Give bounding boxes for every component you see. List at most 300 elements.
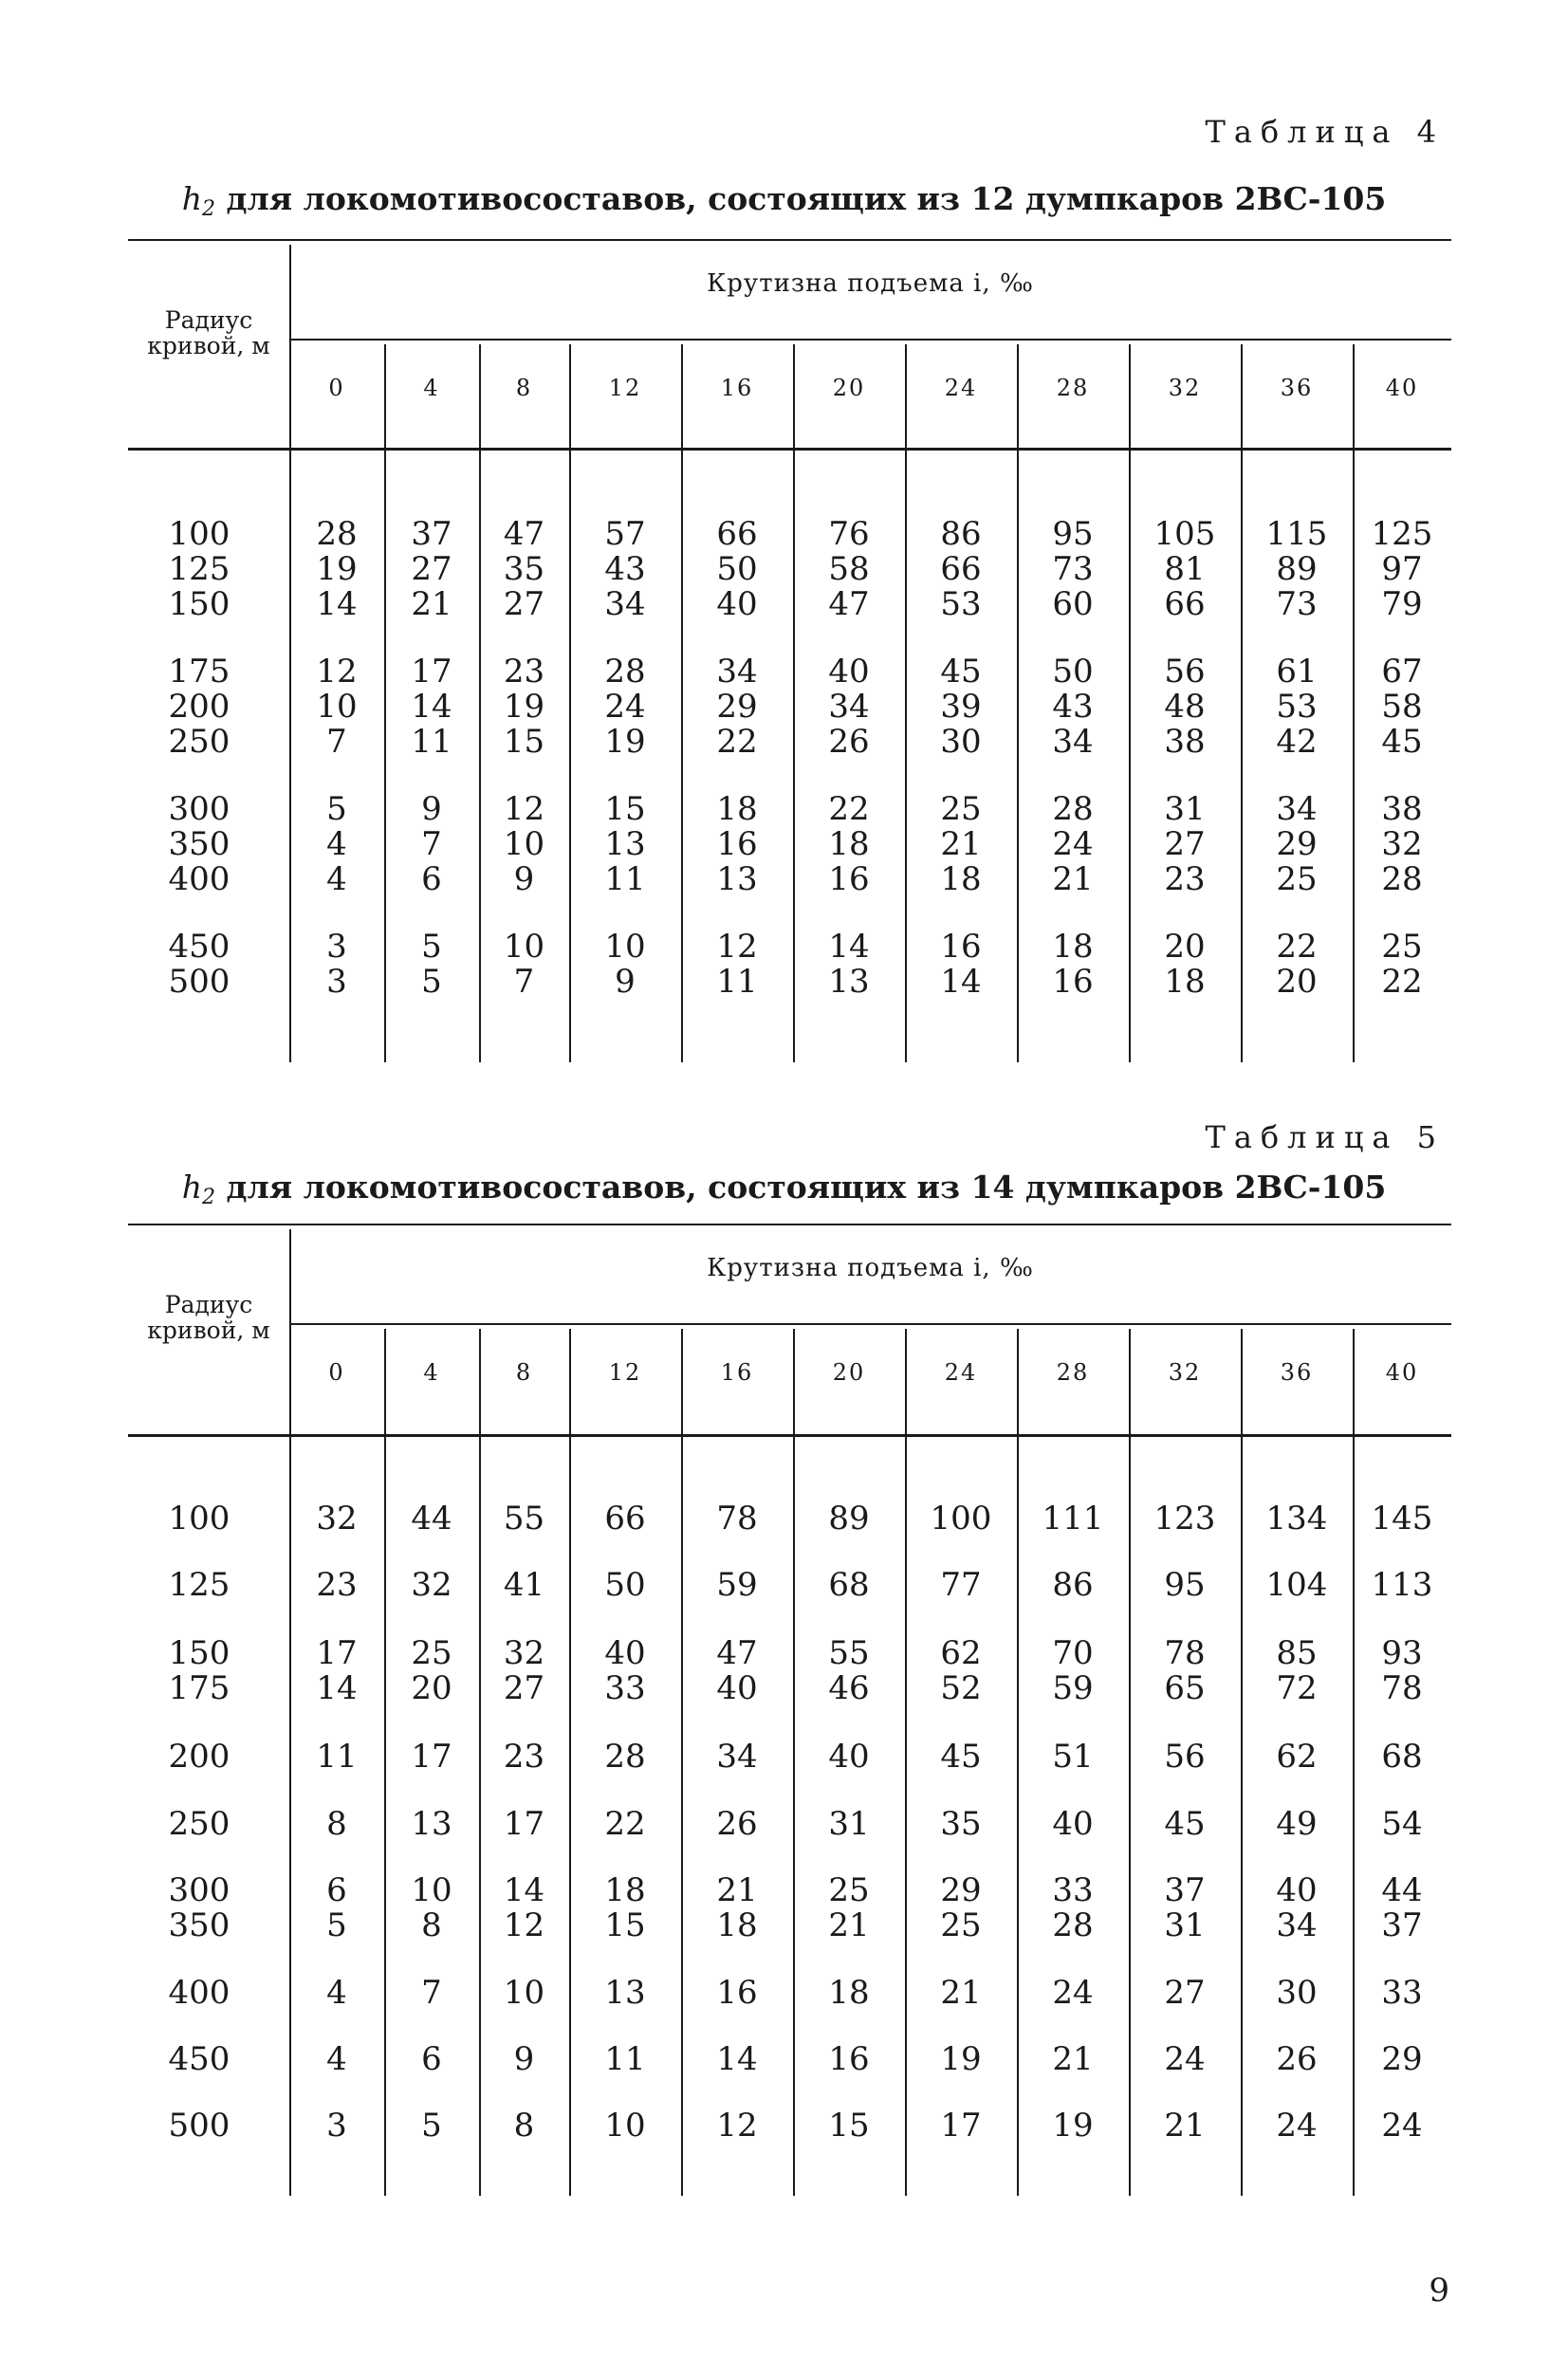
table-cell: 40 <box>828 653 870 691</box>
table-cell: 43 <box>1052 688 1094 726</box>
table-cell: 27 <box>1164 1974 1206 2012</box>
table-cell: 51 <box>1052 1738 1094 1776</box>
grade-header-rule <box>289 1323 1451 1325</box>
grade-column-head: 0 <box>328 375 345 401</box>
caption-symbol: h <box>181 180 202 217</box>
table-cell: 104 <box>1265 1566 1328 1604</box>
table-cell: 9 <box>615 963 636 1001</box>
table-cell: 73 <box>1052 550 1094 588</box>
table-cell: 25 <box>828 1871 870 1909</box>
table-cell: 14 <box>411 688 452 726</box>
table-cell: 35 <box>940 1805 982 1843</box>
table-4-number: Таблица 4 <box>1205 114 1445 150</box>
table-cell: 37 <box>1381 1906 1423 1944</box>
grade-header: Крутизна подъема i, ‰ <box>707 1254 1034 1282</box>
table-cell: 86 <box>940 515 982 553</box>
table-cell: 25 <box>1276 860 1318 898</box>
table-cell: 105 <box>1153 515 1216 553</box>
table-cell: 16 <box>716 825 758 863</box>
table-cell: 16 <box>828 2040 870 2078</box>
table-cell: 45 <box>940 653 982 691</box>
table-cell: 68 <box>1381 1738 1423 1776</box>
table-cell: 11 <box>411 723 452 761</box>
table-cell: 21 <box>716 1871 758 1909</box>
table-cell: 34 <box>828 688 870 726</box>
table-cell: 57 <box>604 515 646 553</box>
table-cell: 27 <box>503 1669 545 1707</box>
table-cell: 27 <box>411 550 452 588</box>
table-cell: 19 <box>940 2040 982 2078</box>
table-cell: 11 <box>604 2040 646 2078</box>
table-cell: 18 <box>1052 928 1094 966</box>
radius-value: 450 <box>168 2040 231 2078</box>
table-cell: 33 <box>604 1669 646 1707</box>
table-cell: 29 <box>1381 2040 1423 2078</box>
radius-header: Радиус кривой, м <box>147 306 270 359</box>
table-cell: 34 <box>1052 723 1094 761</box>
table-cell: 134 <box>1265 1500 1328 1538</box>
table-cell: 30 <box>940 723 982 761</box>
grade-column-head: 16 <box>720 375 754 401</box>
table-cell: 21 <box>1164 2107 1206 2145</box>
table-cell: 55 <box>503 1500 545 1538</box>
table-cell: 25 <box>940 1906 982 1944</box>
table-cell: 9 <box>513 860 535 898</box>
table-cell: 34 <box>1276 790 1318 828</box>
table-cell: 44 <box>1381 1871 1423 1909</box>
table-cell: 16 <box>828 860 870 898</box>
table-cell: 3 <box>326 928 347 966</box>
table-cell: 89 <box>1276 550 1318 588</box>
table-cell: 61 <box>1276 653 1318 691</box>
table-cell: 7 <box>421 1974 442 2012</box>
table-cell: 32 <box>411 1566 452 1604</box>
table-cell: 78 <box>716 1500 758 1538</box>
table-cell: 23 <box>503 1738 545 1776</box>
table-cell: 18 <box>828 825 870 863</box>
table-cell: 21 <box>1052 860 1094 898</box>
table-cell: 4 <box>326 825 347 863</box>
table-cell: 47 <box>828 585 870 623</box>
table-cell: 14 <box>316 1669 358 1707</box>
table-cell: 33 <box>1052 1871 1094 1909</box>
table-cell: 62 <box>940 1634 982 1672</box>
table-cell: 48 <box>1164 688 1206 726</box>
header-bottom-rule <box>128 1434 1451 1437</box>
caption-text: для локомотивосоставов, состоящих из 12 думпкаров 2ВС-105 <box>226 180 1387 217</box>
header-bottom-rule <box>128 448 1451 451</box>
table-cell: 21 <box>411 585 452 623</box>
table-cell: 19 <box>316 550 358 588</box>
table-cell: 35 <box>503 550 545 588</box>
table-cell: 86 <box>1052 1566 1094 1604</box>
table-cell: 26 <box>716 1805 758 1843</box>
table-cell: 32 <box>1381 825 1423 863</box>
table-cell: 58 <box>1381 688 1423 726</box>
table-cell: 26 <box>828 723 870 761</box>
table-cell: 54 <box>1381 1805 1423 1843</box>
table-cell: 29 <box>940 1871 982 1909</box>
grade-column-head: 32 <box>1168 375 1202 401</box>
table-cell: 111 <box>1042 1500 1104 1538</box>
table-cell: 24 <box>1052 825 1094 863</box>
table-cell: 16 <box>716 1974 758 2012</box>
table-cell: 21 <box>828 1906 870 1944</box>
grade-column-head: 36 <box>1280 1359 1314 1386</box>
table-cell: 32 <box>316 1500 358 1538</box>
table-cell: 43 <box>604 550 646 588</box>
table-cell: 14 <box>503 1871 545 1909</box>
table-cell: 31 <box>1164 790 1206 828</box>
table-cell: 15 <box>604 1906 646 1944</box>
table-cell: 24 <box>1052 1974 1094 2012</box>
table-cell: 18 <box>716 790 758 828</box>
table-5-number: Таблица 5 <box>1205 1119 1445 1155</box>
table-cell: 28 <box>604 1738 646 1776</box>
table-cell: 28 <box>604 653 646 691</box>
caption-subscript: 2 <box>201 197 215 221</box>
table-cell: 34 <box>604 585 646 623</box>
table-cell: 113 <box>1371 1566 1433 1604</box>
table-cell: 23 <box>316 1566 358 1604</box>
radius-value: 175 <box>168 653 231 691</box>
table-cell: 4 <box>326 860 347 898</box>
table-cell: 3 <box>326 963 347 1001</box>
table-cell: 22 <box>604 1805 646 1843</box>
table-cell: 25 <box>411 1634 452 1672</box>
caption-text: для локомотивосоставов, состоящих из 14 думпкаров 2ВС-105 <box>226 1169 1387 1206</box>
table-cell: 115 <box>1265 515 1328 553</box>
table-cell: 70 <box>1052 1634 1094 1672</box>
table-cell: 14 <box>316 585 358 623</box>
table-cell: 47 <box>503 515 545 553</box>
table-cell: 33 <box>1381 1974 1423 2012</box>
table-cell: 10 <box>316 688 358 726</box>
table-cell: 45 <box>1381 723 1423 761</box>
table-cell: 40 <box>716 585 758 623</box>
table-cell: 28 <box>316 515 358 553</box>
grade-column-head: 40 <box>1385 1359 1419 1386</box>
table-cell: 41 <box>503 1566 545 1604</box>
radius-value: 150 <box>168 1634 231 1672</box>
table-cell: 85 <box>1276 1634 1318 1672</box>
table-cell: 73 <box>1276 585 1318 623</box>
table-cell: 24 <box>1381 2107 1423 2145</box>
table-cell: 17 <box>316 1634 358 1672</box>
table-cell: 95 <box>1164 1566 1206 1604</box>
table-cell: 40 <box>716 1669 758 1707</box>
table-cell: 25 <box>940 790 982 828</box>
radius-value: 350 <box>168 825 231 863</box>
table-cell: 16 <box>1052 963 1094 1001</box>
table-cell: 31 <box>1164 1906 1206 1944</box>
table-cell: 37 <box>1164 1871 1206 1909</box>
table-cell: 5 <box>421 928 442 966</box>
table-cell: 17 <box>411 1738 452 1776</box>
table-cell: 65 <box>1164 1669 1206 1707</box>
grade-header: Крутизна подъема i, ‰ <box>707 269 1034 298</box>
table-cell: 10 <box>503 1974 545 2012</box>
table-cell: 100 <box>930 1500 992 1538</box>
grade-column-head: 0 <box>328 1359 345 1386</box>
table-cell: 28 <box>1052 790 1094 828</box>
grade-column-head: 24 <box>944 375 978 401</box>
table-cell: 32 <box>503 1634 545 1672</box>
top-rule <box>128 239 1451 241</box>
caption-symbol: h <box>181 1169 202 1206</box>
radius-value: 100 <box>168 1500 231 1538</box>
table-cell: 125 <box>1371 515 1433 553</box>
table-cell: 14 <box>716 2040 758 2078</box>
table-cell: 8 <box>513 2107 535 2145</box>
table-cell: 12 <box>503 1906 545 1944</box>
table-cell: 19 <box>604 723 646 761</box>
table-cell: 18 <box>828 1974 870 2012</box>
table-cell: 20 <box>1276 963 1318 1001</box>
table-cell: 29 <box>1276 825 1318 863</box>
table-cell: 62 <box>1276 1738 1318 1776</box>
table-cell: 38 <box>1164 723 1206 761</box>
table-cell: 50 <box>716 550 758 588</box>
table-cell: 66 <box>940 550 982 588</box>
table-cell: 8 <box>326 1805 347 1843</box>
table-cell: 38 <box>1381 790 1423 828</box>
table-cell: 55 <box>828 1634 870 1672</box>
table-cell: 44 <box>411 1500 452 1538</box>
table-cell: 52 <box>940 1669 982 1707</box>
table-cell: 95 <box>1052 515 1094 553</box>
table-cell: 18 <box>716 1906 758 1944</box>
grade-column-head: 8 <box>515 1359 533 1386</box>
table-cell: 18 <box>940 860 982 898</box>
table-cell: 66 <box>604 1500 646 1538</box>
table-cell: 58 <box>828 550 870 588</box>
radius-value: 300 <box>168 790 231 828</box>
table-cell: 18 <box>604 1871 646 1909</box>
table-cell: 9 <box>513 2040 535 2078</box>
table-cell: 45 <box>940 1738 982 1776</box>
radius-value: 125 <box>168 550 231 588</box>
grade-column-head: 12 <box>608 1359 642 1386</box>
table-cell: 19 <box>503 688 545 726</box>
table-cell: 21 <box>1052 2040 1094 2078</box>
table-cell: 27 <box>1164 825 1206 863</box>
grade-column-head: 4 <box>423 375 440 401</box>
table-cell: 22 <box>1381 963 1423 1001</box>
table-cell: 45 <box>1164 1805 1206 1843</box>
radius-value: 350 <box>168 1906 231 1944</box>
radius-value: 500 <box>168 2107 231 2145</box>
table-cell: 123 <box>1153 1500 1216 1538</box>
table-cell: 5 <box>326 1906 347 1944</box>
table-cell: 28 <box>1052 1906 1094 1944</box>
radius-value: 450 <box>168 928 231 966</box>
radius-value: 150 <box>168 585 231 623</box>
table-cell: 15 <box>604 790 646 828</box>
table-cell: 66 <box>1164 585 1206 623</box>
table-cell: 40 <box>1276 1871 1318 1909</box>
table-cell: 13 <box>604 1974 646 2012</box>
table-cell: 13 <box>828 963 870 1001</box>
table-cell: 28 <box>1381 860 1423 898</box>
grade-column-head: 24 <box>944 1359 978 1386</box>
table-cell: 56 <box>1164 653 1206 691</box>
table-cell: 24 <box>1276 2107 1318 2145</box>
table-cell: 24 <box>604 688 646 726</box>
radius-value: 400 <box>168 1974 231 2012</box>
radius-value: 125 <box>168 1566 231 1604</box>
table-cell: 10 <box>411 1871 452 1909</box>
table-cell: 6 <box>326 1871 347 1909</box>
grade-header-rule <box>289 339 1451 341</box>
table-cell: 17 <box>940 2107 982 2145</box>
table-cell: 4 <box>326 1974 347 2012</box>
table-cell: 6 <box>421 2040 442 2078</box>
table-cell: 16 <box>940 928 982 966</box>
table-cell: 27 <box>503 585 545 623</box>
table-cell: 40 <box>604 1634 646 1672</box>
table-cell: 14 <box>828 928 870 966</box>
table-cell: 78 <box>1164 1634 1206 1672</box>
table-cell: 56 <box>1164 1738 1206 1776</box>
table-cell: 31 <box>828 1805 870 1843</box>
table-cell: 13 <box>411 1805 452 1843</box>
table-cell: 59 <box>716 1566 758 1604</box>
table-cell: 23 <box>1164 860 1206 898</box>
table-cell: 21 <box>940 825 982 863</box>
table-cell: 21 <box>940 1974 982 2012</box>
table-4-caption <box>0 180 1568 221</box>
table-cell: 34 <box>716 653 758 691</box>
table-cell: 34 <box>1276 1906 1318 1944</box>
grade-column-head: 28 <box>1056 375 1090 401</box>
table-5-caption <box>0 1169 1568 1209</box>
table-cell: 12 <box>716 928 758 966</box>
table-cell: 5 <box>421 2107 442 2145</box>
table-cell: 78 <box>1381 1669 1423 1707</box>
grade-column-head: 36 <box>1280 375 1314 401</box>
grade-column-head: 16 <box>720 1359 754 1386</box>
table-cell: 12 <box>503 790 545 828</box>
table-cell: 8 <box>421 1906 442 1944</box>
table-cell: 68 <box>828 1566 870 1604</box>
table-cell: 29 <box>716 688 758 726</box>
grade-column-head: 4 <box>423 1359 440 1386</box>
table-cell: 12 <box>716 2107 758 2145</box>
table-cell: 81 <box>1164 550 1206 588</box>
table-cell: 50 <box>604 1566 646 1604</box>
table-cell: 7 <box>326 723 347 761</box>
grade-column-head: 28 <box>1056 1359 1090 1386</box>
table-cell: 13 <box>716 860 758 898</box>
table-cell: 13 <box>604 825 646 863</box>
table-cell: 10 <box>604 928 646 966</box>
table-cell: 24 <box>1164 2040 1206 2078</box>
table-cell: 53 <box>940 585 982 623</box>
table-cell: 10 <box>503 825 545 863</box>
table-cell: 40 <box>828 1738 870 1776</box>
caption-subscript: 2 <box>201 1186 215 1209</box>
table-cell: 11 <box>316 1738 358 1776</box>
table-cell: 17 <box>503 1805 545 1843</box>
table-cell: 17 <box>411 653 452 691</box>
grade-column-head: 32 <box>1168 1359 1202 1386</box>
table-cell: 26 <box>1276 2040 1318 2078</box>
table-cell: 47 <box>716 1634 758 1672</box>
table-cell: 19 <box>1052 2107 1094 2145</box>
grade-column-head: 20 <box>832 375 866 401</box>
table-cell: 145 <box>1371 1500 1433 1538</box>
page-number: 9 <box>1429 2272 1449 2310</box>
radius-value: 200 <box>168 688 231 726</box>
table-cell: 40 <box>1052 1805 1094 1843</box>
table-cell: 7 <box>421 825 442 863</box>
table-cell: 67 <box>1381 653 1423 691</box>
table-cell: 3 <box>326 2107 347 2145</box>
table-cell: 76 <box>828 515 870 553</box>
table-cell: 60 <box>1052 585 1094 623</box>
radius-value: 175 <box>168 1669 231 1707</box>
table-cell: 7 <box>513 963 535 1001</box>
grade-column-head: 40 <box>1385 375 1419 401</box>
table-cell: 79 <box>1381 585 1423 623</box>
radius-value: 250 <box>168 1805 231 1843</box>
table-cell: 89 <box>828 1500 870 1538</box>
table-cell: 4 <box>326 2040 347 2078</box>
table-cell: 20 <box>411 1669 452 1707</box>
table-cell: 34 <box>716 1738 758 1776</box>
radius-value: 250 <box>168 723 231 761</box>
table-cell: 30 <box>1276 1974 1318 2012</box>
table-cell: 18 <box>1164 963 1206 1001</box>
radius-value: 200 <box>168 1738 231 1776</box>
table-cell: 15 <box>503 723 545 761</box>
radius-header: Радиус кривой, м <box>147 1291 270 1344</box>
grade-column-head: 8 <box>515 375 533 401</box>
table-cell: 42 <box>1276 723 1318 761</box>
table-cell: 23 <box>503 653 545 691</box>
table-cell: 66 <box>716 515 758 553</box>
table-cell: 10 <box>503 928 545 966</box>
table-cell: 93 <box>1381 1634 1423 1672</box>
radius-value: 400 <box>168 860 231 898</box>
radius-value: 300 <box>168 1871 231 1909</box>
grade-column-head: 20 <box>832 1359 866 1386</box>
table-cell: 49 <box>1276 1805 1318 1843</box>
table-cell: 50 <box>1052 653 1094 691</box>
table-cell: 9 <box>421 790 442 828</box>
table-cell: 46 <box>828 1669 870 1707</box>
top-rule <box>128 1224 1451 1225</box>
grade-column-head: 12 <box>608 375 642 401</box>
table-cell: 20 <box>1164 928 1206 966</box>
table-cell: 14 <box>940 963 982 1001</box>
table-cell: 22 <box>1276 928 1318 966</box>
table-cell: 15 <box>828 2107 870 2145</box>
table-cell: 22 <box>828 790 870 828</box>
table-cell: 5 <box>326 790 347 828</box>
table-cell: 10 <box>604 2107 646 2145</box>
table-cell: 5 <box>421 963 442 1001</box>
table-cell: 6 <box>421 860 442 898</box>
table-cell: 77 <box>940 1566 982 1604</box>
table-cell: 37 <box>411 515 452 553</box>
table-cell: 11 <box>604 860 646 898</box>
table-cell: 12 <box>316 653 358 691</box>
radius-value: 100 <box>168 515 231 553</box>
radius-value: 500 <box>168 963 231 1001</box>
table-cell: 59 <box>1052 1669 1094 1707</box>
